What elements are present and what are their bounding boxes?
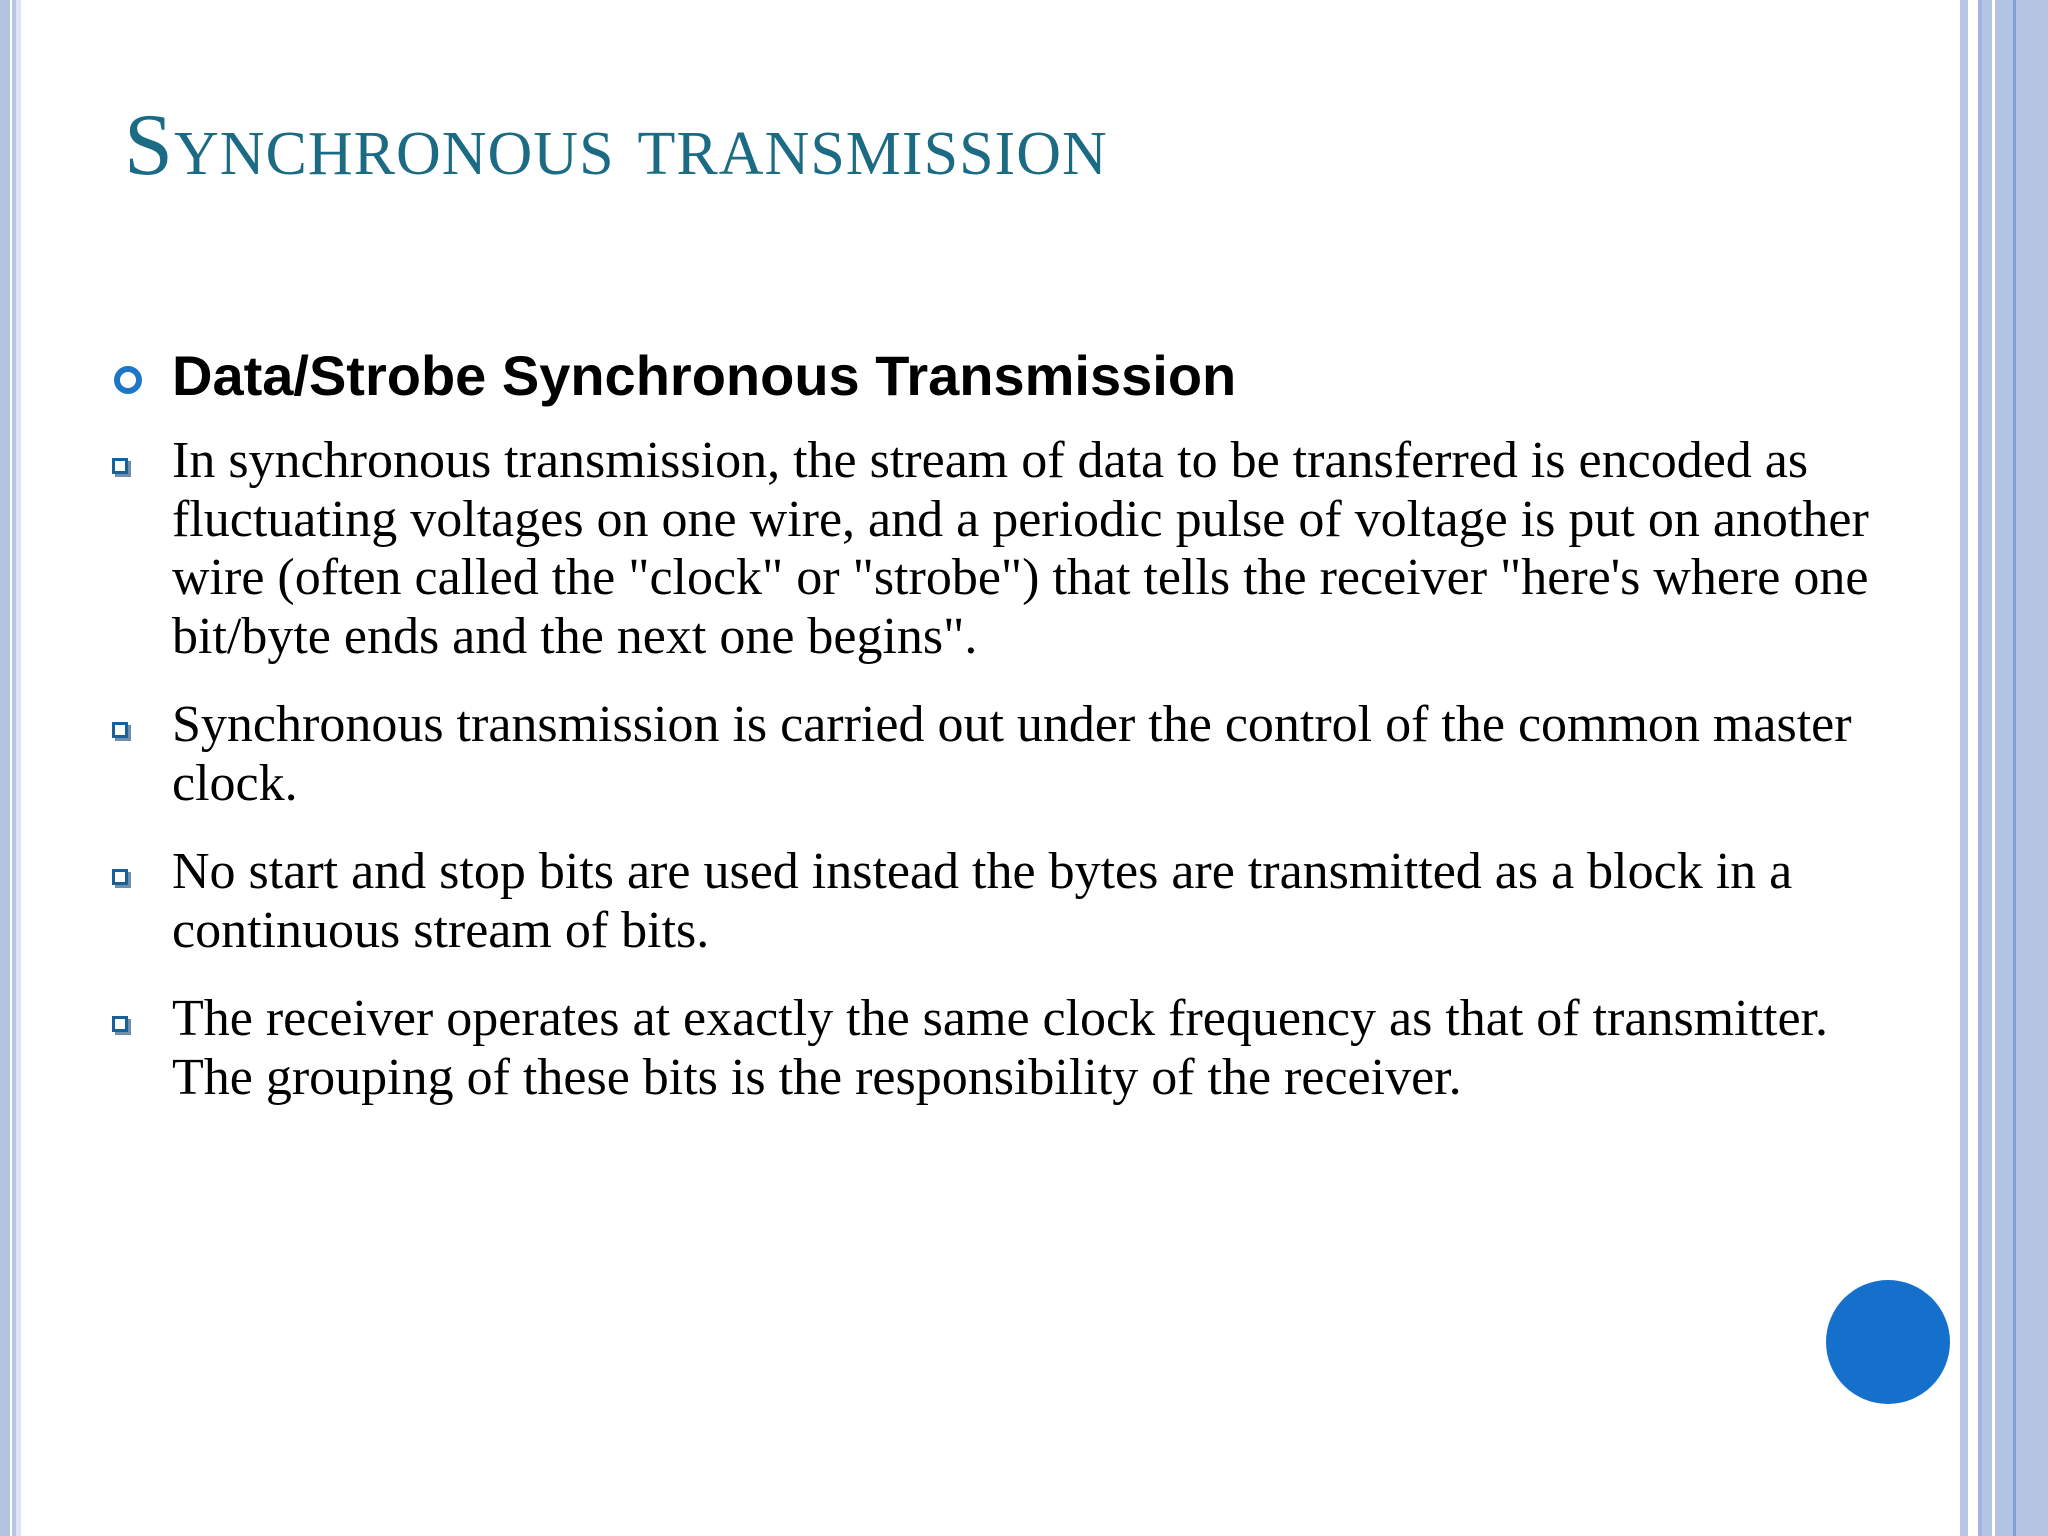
bullet-text: Synchronous transmission is carried out under the control of the common master clock. <box>172 696 1852 812</box>
right-stripe <box>1995 0 2013 1536</box>
square-bullet-icon <box>112 869 128 885</box>
right-stripe <box>2016 0 2048 1536</box>
left-stripe <box>16 0 21 1536</box>
right-stripe-gap <box>1968 0 1978 1536</box>
bullet-list <box>108 432 1908 1107</box>
ring-bullet-icon <box>114 366 142 394</box>
right-stripe <box>1982 0 1992 1536</box>
slide-title: Synchronous transmission <box>124 97 1108 194</box>
section-heading: Data/Strobe Synchronous Transmission <box>172 344 1237 407</box>
list-item <box>108 696 1908 813</box>
square-bullet-icon <box>112 722 128 738</box>
blue-circle-decoration <box>1826 1280 1950 1404</box>
bullet-text: In synchronous transmission, the stream of data to be transferred is encoded as fluctuating voltages on one wire, and a periodic pulse of voltage is put on another wire (often called the "clock" or "strobe") that tells the receiver "here's where one bit/byte ends and the next one begins". <box>172 432 1869 665</box>
bullet-text: No start and stop bits are used instead the bytes are transmitted as a block in a continuous stream of bits. <box>172 843 1793 959</box>
list-item <box>108 432 1908 666</box>
slide-content <box>108 336 1908 1137</box>
right-stripe <box>1960 0 1968 1536</box>
square-bullet-icon <box>112 458 128 474</box>
square-bullet-icon <box>112 1016 128 1032</box>
left-stripe <box>0 0 10 1536</box>
list-item <box>108 990 1908 1107</box>
list-item <box>108 843 1908 960</box>
bullet-text: The receiver operates at exactly the same clock frequency as that of transmitter. The grouping of these bits is the responsibility of the receiver. <box>172 990 1829 1106</box>
heading-row <box>108 336 1908 416</box>
